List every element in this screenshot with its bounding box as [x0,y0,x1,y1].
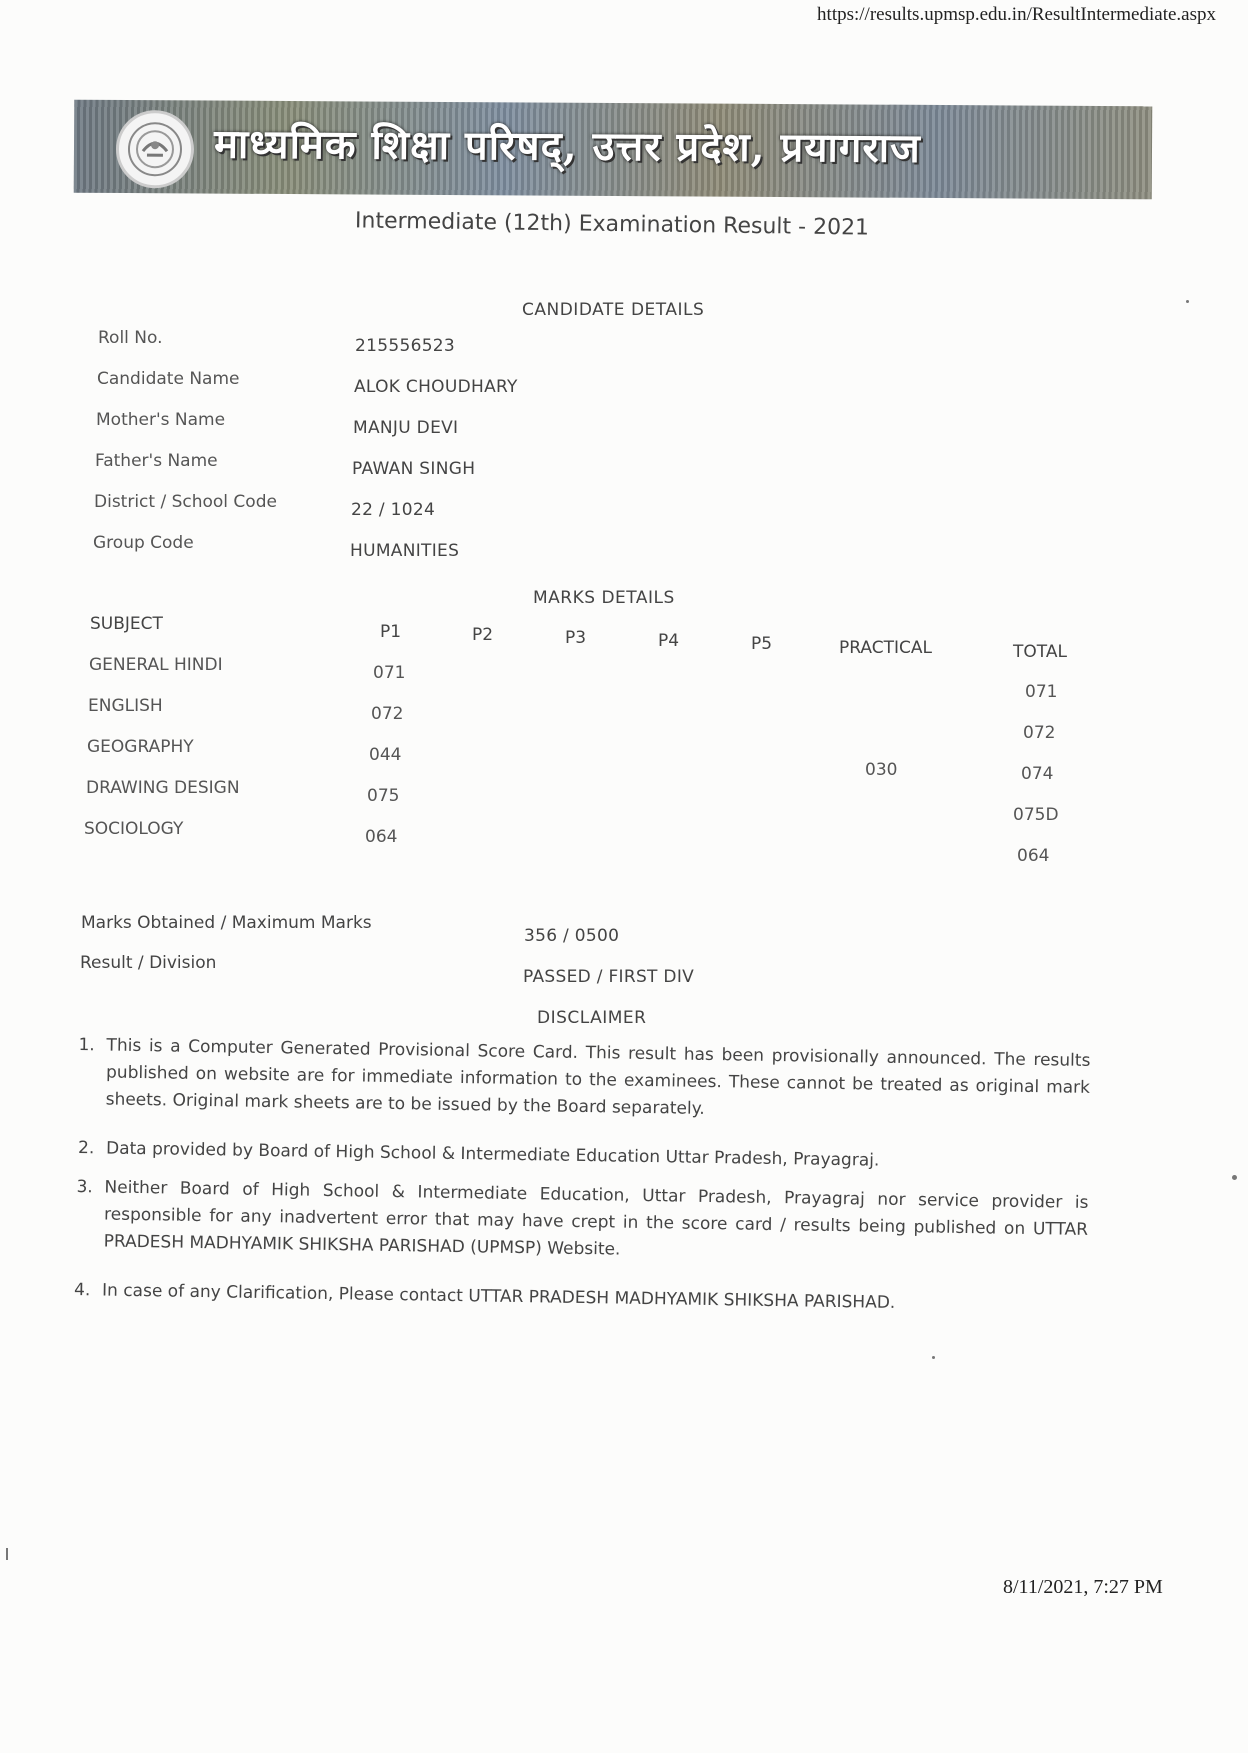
page-url: https://results.upmsp.edu.in/ResultIntermediate.aspx [817,4,1216,25]
table-row-total: 074 [1021,764,1054,784]
disclaimer-item [75,1174,1088,1274]
mothers-name-label: Mother's Name [96,410,226,430]
result-division-value: PASSED / FIRST DIV [523,967,695,987]
marks-details-heading: MARKS DETAILS [533,588,675,608]
total-header: TOTAL [1013,642,1067,662]
candidate-name-label: Candidate Name [97,369,240,389]
district-school-code-label: District / School Code [94,492,277,512]
table-row-p1: 072 [371,704,404,724]
candidate-details-heading: CANDIDATE DETAILS [522,300,705,320]
table-row-subject: GEOGRAPHY [87,737,194,757]
disclaimer-item-number: 4. [73,1280,91,1301]
disclaimer-item-number: 2. [77,1138,95,1159]
table-row-practical: 030 [865,760,898,780]
scan-speck [1232,1175,1237,1180]
mothers-name-value: MANJU DEVI [353,418,459,438]
p4-header: P4 [658,631,680,651]
table-row-p1: 075 [367,786,400,806]
table-row-subject: DRAWING DESIGN [86,778,240,798]
exam-title: Intermediate (12th) Examination Result - 2021 [354,208,870,241]
table-row-total: 071 [1025,682,1058,702]
table-row-subject: SOCIOLOGY [84,819,184,839]
disclaimer-item-text: This is a Computer Generated Provisional Score Card. This result has been provisionally announced. The results published on website are for immediate information to the examinees. These cannot be treated as original mark sheets. Original mark sheets are to be issued by the Board separately. [105,1035,1091,1119]
marks-obtained-value: 356 / 0500 [524,926,620,946]
scan-speck [6,1548,8,1560]
p1-header: P1 [380,622,402,642]
disclaimer-item-number: 1. [78,1035,95,1056]
district-school-code-value: 22 / 1024 [351,500,436,520]
disclaimer-item [77,1032,1090,1132]
table-row-subject: ENGLISH [88,696,163,716]
board-title: माध्यमिक शिक्षा परिषद्, उत्तर प्रदेश, प्रयागराज [213,120,921,172]
print-timestamp: 8/11/2021, 7:27 PM [1003,1576,1163,1598]
upmsp-emblem-icon [116,110,194,188]
disclaimer-item [74,1277,1086,1323]
fathers-name-label: Father's Name [95,451,218,471]
group-code-value: HUMANITIES [350,541,460,561]
group-code-label: Group Code [93,533,194,553]
roll-no-value: 215556523 [355,336,456,356]
subject-header: SUBJECT [90,614,163,634]
header-banner [74,100,1153,200]
disclaimer-item-text: Neither Board of High School & Intermediate Education, Uttar Pradesh, Prayagraj nor service provider is responsible for any inadvertent error that may have crept in the score card / results being published on UTTAR PRADESH MADHYAMIK SHIKSHA PARISHAD (UPMSP) Website. [103,1177,1089,1260]
table-row-total: 075D [1013,805,1059,825]
disclaimer-item-text: Data provided by Board of High School & Intermediate Education Uttar Pradesh, Prayagraj. [105,1138,880,1171]
table-row-p1: 064 [365,827,398,847]
p3-header: P3 [565,628,587,648]
fathers-name-value: PAWAN SINGH [352,459,476,479]
practical-header: PRACTICAL [839,638,932,658]
table-row-subject: GENERAL HINDI [89,655,223,675]
result-division-label: Result / Division [80,953,217,973]
scan-speck [1186,300,1189,303]
table-row-total: 072 [1023,723,1056,743]
table-row-total: 064 [1017,846,1050,866]
scan-speck [932,1356,935,1359]
disclaimer-heading: DISCLAIMER [537,1008,647,1028]
p2-header: P2 [472,625,494,645]
disclaimer-item [78,1135,1090,1181]
table-row-p1: 071 [373,663,406,683]
disclaimer-item-text: In case of any Clarification, Please contact UTTAR PRADESH MADHYAMIK SHIKSHA PARISHAD. [101,1280,896,1313]
table-row-p1: 044 [369,745,402,765]
candidate-name-value: ALOK CHOUDHARY [354,377,518,397]
roll-no-label: Roll No. [98,328,163,348]
marks-obtained-label: Marks Obtained / Maximum Marks [81,913,372,933]
disclaimer-item-number: 3. [76,1177,93,1198]
p5-header: P5 [751,634,773,654]
